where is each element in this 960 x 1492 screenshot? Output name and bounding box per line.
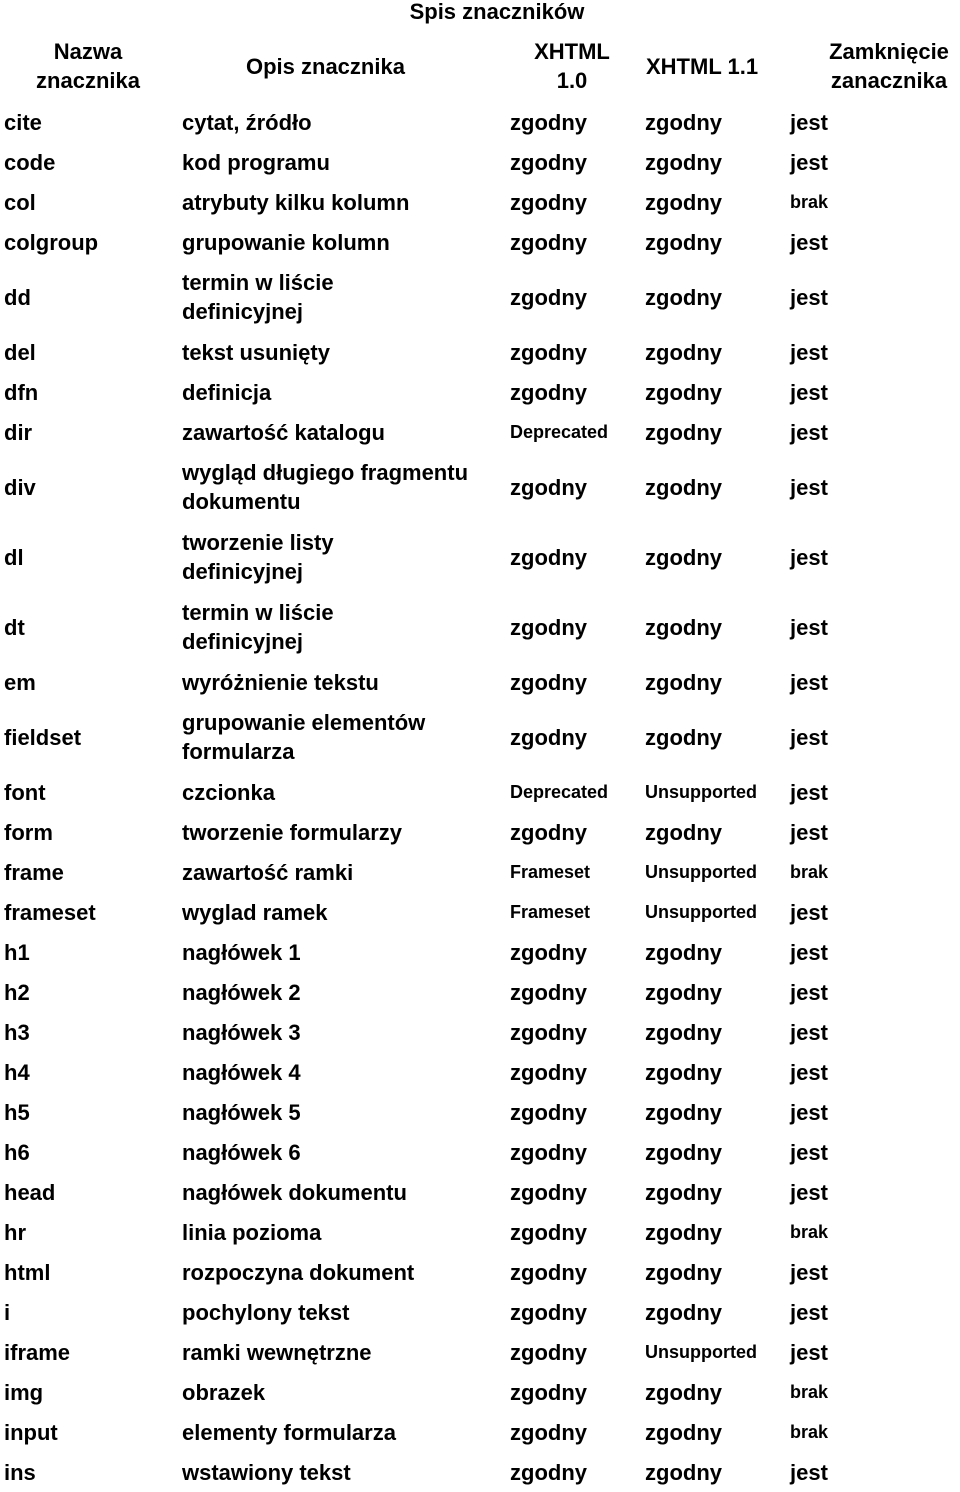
table-row xyxy=(0,1292,960,1332)
table-row xyxy=(0,1252,960,1292)
closing-tag-cell: jest xyxy=(790,544,828,570)
header-xhtml10-label: XHTML 1.0 xyxy=(534,39,610,93)
xhtml11-status-cell: zgodny xyxy=(645,1019,722,1045)
header-xhtml11: XHTML 1.1 xyxy=(646,54,759,79)
xhtml10-status-cell: zgodny xyxy=(510,474,587,500)
xhtml11-status-cell: zgodny xyxy=(645,1419,722,1445)
tag-description-cell: tworzenie listy definicyjnej xyxy=(182,530,334,584)
tag-description-cell: linia pozioma xyxy=(182,1219,322,1245)
xhtml10-status-cell: zgodny xyxy=(510,819,587,845)
closing-tag-cell: jest xyxy=(790,1179,828,1205)
tag-name-cell: col xyxy=(4,189,36,215)
tag-name-cell: input xyxy=(4,1419,58,1445)
xhtml11-status-cell: zgodny xyxy=(645,1179,722,1205)
xhtml10-status-cell: Deprecated xyxy=(510,781,609,802)
xhtml10-status-cell: zgodny xyxy=(510,1459,587,1485)
closing-tag-cell: jest xyxy=(790,1019,828,1045)
table-row xyxy=(0,892,960,932)
tag-name-cell: h5 xyxy=(4,1099,30,1125)
xhtml11-status-cell: zgodny xyxy=(645,229,722,255)
tag-description-cell: wygląd długiego fragmentu dokumentu xyxy=(182,460,469,514)
tag-description-cell: wyglad ramek xyxy=(182,899,328,925)
table-row xyxy=(0,262,960,332)
closing-tag-cell: brak xyxy=(790,861,829,882)
xhtml11-status-cell: zgodny xyxy=(645,979,722,1005)
tag-description-cell: nagłówek dokumentu xyxy=(182,1179,407,1205)
closing-tag-cell: jest xyxy=(790,724,828,750)
tag-name-cell: del xyxy=(4,339,36,365)
tag-name-cell: head xyxy=(4,1179,56,1205)
tag-name-cell: hr xyxy=(4,1219,26,1245)
xhtml10-status-cell: zgodny xyxy=(510,1059,587,1085)
closing-tag-cell: jest xyxy=(790,819,828,845)
header-tag-name xyxy=(0,37,176,95)
xhtml11-status-cell: zgodny xyxy=(645,544,722,570)
tag-description-cell: zawartość ramki xyxy=(182,859,354,885)
tag-name-cell: colgroup xyxy=(4,229,99,255)
table-row xyxy=(0,772,960,812)
table-row xyxy=(0,1132,960,1172)
tag-name-cell: h3 xyxy=(4,1019,30,1045)
xhtml11-status-cell: zgodny xyxy=(645,379,722,405)
xhtml11-status-cell: zgodny xyxy=(645,1379,722,1405)
header-closing xyxy=(806,37,960,95)
xhtml11-status-cell: Unsupported xyxy=(645,901,757,922)
tag-description-cell: nagłówek 5 xyxy=(182,1099,301,1125)
table-row xyxy=(0,412,960,452)
table-row xyxy=(0,1092,960,1132)
closing-tag-cell: jest xyxy=(790,1259,828,1285)
tag-description-cell: rozpoczyna dokument xyxy=(182,1259,415,1285)
tag-description-cell: tworzenie formularzy xyxy=(182,819,403,845)
xhtml11-status-cell: zgodny xyxy=(645,284,722,310)
xhtml10-status-cell: zgodny xyxy=(510,1219,587,1245)
xhtml11-status-cell: Unsupported xyxy=(645,861,757,882)
xhtml10-status-cell: zgodny xyxy=(510,1019,587,1045)
xhtml11-status-cell: zgodny xyxy=(645,109,722,135)
tag-description-cell: zawartość katalogu xyxy=(182,419,385,445)
xhtml11-status-cell: zgodny xyxy=(645,1459,722,1485)
tag-name-cell: img xyxy=(4,1379,44,1405)
table-row xyxy=(0,592,960,662)
closing-tag-cell: jest xyxy=(790,979,828,1005)
table-row xyxy=(0,1212,960,1252)
tag-description-cell: nagłówek 6 xyxy=(182,1139,301,1165)
closing-tag-cell: jest xyxy=(790,109,828,135)
xhtml10-status-cell: zgodny xyxy=(510,614,587,640)
tag-description-cell: nagłówek 4 xyxy=(182,1059,301,1085)
header-tag-name-label: Nazwa znacznika xyxy=(36,39,140,93)
closing-tag-cell: jest xyxy=(790,779,828,805)
closing-tag-cell: jest xyxy=(790,339,828,365)
tag-name-cell: cite xyxy=(4,109,42,135)
xhtml10-status-cell: zgodny xyxy=(510,229,587,255)
tag-description-cell: termin w liście definicyjnej xyxy=(182,600,334,654)
closing-tag-cell: jest xyxy=(790,1459,828,1485)
xhtml11-status-cell: zgodny xyxy=(645,724,722,750)
tag-description-cell: nagłówek 1 xyxy=(182,939,301,965)
table-row xyxy=(0,182,960,222)
closing-tag-cell: jest xyxy=(790,1099,828,1125)
tag-description-cell: kod programu xyxy=(182,149,330,175)
xhtml10-status-cell: zgodny xyxy=(510,669,587,695)
tag-description-cell: wyróżnienie tekstu xyxy=(182,669,379,695)
tag-name-cell: frameset xyxy=(4,899,96,925)
closing-tag-cell: jest xyxy=(790,474,828,500)
closing-tag-cell: jest xyxy=(790,939,828,965)
table-row xyxy=(0,522,960,592)
tag-description-cell: czcionka xyxy=(182,779,275,805)
tag-description-cell: grupowanie elementów formularza xyxy=(182,710,426,764)
xhtml11-status-cell: zgodny xyxy=(645,1299,722,1325)
tag-name-cell: font xyxy=(4,779,46,805)
xhtml10-status-cell: zgodny xyxy=(510,284,587,310)
xhtml10-status-cell: Frameset xyxy=(510,901,591,922)
table-row xyxy=(0,1372,960,1412)
closing-tag-cell: brak xyxy=(790,1421,829,1442)
tag-name-cell: div xyxy=(4,474,36,500)
tag-table xyxy=(0,102,960,1492)
xhtml10-status-cell: zgodny xyxy=(510,1139,587,1165)
xhtml10-status-cell: zgodny xyxy=(510,1259,587,1285)
xhtml11-status-cell: zgodny xyxy=(645,819,722,845)
xhtml10-status-cell: zgodny xyxy=(510,109,587,135)
closing-tag-cell: brak xyxy=(790,1221,829,1242)
closing-tag-cell: jest xyxy=(790,229,828,255)
tag-name-cell: dd xyxy=(4,284,31,310)
table-row xyxy=(0,452,960,522)
xhtml11-status-cell: zgodny xyxy=(645,419,722,445)
tag-description-cell: cytat, źródło xyxy=(182,109,312,135)
closing-tag-cell: jest xyxy=(790,614,828,640)
tag-name-cell: h4 xyxy=(4,1059,30,1085)
xhtml11-status-cell: zgodny xyxy=(645,1059,722,1085)
tag-description-cell: pochylony tekst xyxy=(182,1299,350,1325)
xhtml10-status-cell: zgodny xyxy=(510,379,587,405)
table-row xyxy=(0,852,960,892)
table-row xyxy=(0,812,960,852)
xhtml11-status-cell: Unsupported xyxy=(645,781,757,802)
page-title: Spis znaczników xyxy=(409,0,585,24)
header-xhtml10 xyxy=(512,37,632,95)
xhtml10-status-cell: zgodny xyxy=(510,1339,587,1365)
xhtml11-status-cell: zgodny xyxy=(645,474,722,500)
closing-tag-cell: brak xyxy=(790,1381,829,1402)
tag-description-cell: ramki wewnętrzne xyxy=(182,1339,372,1365)
xhtml10-status-cell: zgodny xyxy=(510,979,587,1005)
table-row xyxy=(0,932,960,972)
table-row xyxy=(0,1452,960,1492)
tag-name-cell: dl xyxy=(4,544,24,570)
tag-description-cell: nagłówek 2 xyxy=(182,979,301,1005)
tag-description-cell: definicja xyxy=(182,379,272,405)
xhtml10-status-cell: zgodny xyxy=(510,1099,587,1125)
closing-tag-cell: jest xyxy=(790,669,828,695)
header-description: Opis znacznika xyxy=(246,54,405,79)
xhtml10-status-cell: zgodny xyxy=(510,339,587,365)
tag-name-cell: fieldset xyxy=(4,724,82,750)
tag-name-cell: dfn xyxy=(4,379,39,405)
table-row xyxy=(0,222,960,262)
closing-tag-cell: brak xyxy=(790,191,829,212)
table-row xyxy=(0,1412,960,1452)
xhtml11-status-cell: zgodny xyxy=(645,149,722,175)
closing-tag-cell: jest xyxy=(790,1299,828,1325)
tag-description-cell: elementy formularza xyxy=(182,1419,396,1445)
xhtml10-status-cell: zgodny xyxy=(510,1419,587,1445)
tag-name-cell: frame xyxy=(4,859,64,885)
xhtml11-status-cell: zgodny xyxy=(645,1099,722,1125)
tag-name-cell: html xyxy=(4,1259,51,1285)
tag-name-cell: h6 xyxy=(4,1139,30,1165)
xhtml11-status-cell: zgodny xyxy=(645,339,722,365)
closing-tag-cell: jest xyxy=(790,379,828,405)
xhtml10-status-cell: zgodny xyxy=(510,939,587,965)
xhtml10-status-cell: zgodny xyxy=(510,1179,587,1205)
xhtml11-status-cell: zgodny xyxy=(645,189,722,215)
closing-tag-cell: jest xyxy=(790,149,828,175)
xhtml10-status-cell: zgodny xyxy=(510,544,587,570)
tag-name-cell: form xyxy=(4,819,53,845)
table-row xyxy=(0,1172,960,1212)
closing-tag-cell: jest xyxy=(790,419,828,445)
tag-name-cell: dir xyxy=(4,419,33,445)
tag-description-cell: atrybuty kilku kolumn xyxy=(182,189,410,215)
xhtml10-status-cell: zgodny xyxy=(510,1379,587,1405)
tag-name-cell: iframe xyxy=(4,1339,71,1365)
table-row xyxy=(0,1052,960,1092)
closing-tag-cell: jest xyxy=(790,1059,828,1085)
xhtml10-status-cell: zgodny xyxy=(510,724,587,750)
table-row xyxy=(0,142,960,182)
xhtml11-status-cell: zgodny xyxy=(645,1219,722,1245)
xhtml11-status-cell: zgodny xyxy=(645,614,722,640)
table-row xyxy=(0,662,960,702)
table-row xyxy=(0,102,960,142)
tag-name-cell: h1 xyxy=(4,939,30,965)
tag-name-cell: i xyxy=(4,1299,11,1325)
tag-name-cell: ins xyxy=(4,1459,36,1485)
header-closing-label: Zamknięcie zanacznika xyxy=(829,39,949,93)
xhtml11-status-cell: zgodny xyxy=(645,669,722,695)
xhtml10-status-cell: zgodny xyxy=(510,1299,587,1325)
tag-name-cell: h2 xyxy=(4,979,30,1005)
closing-tag-cell: jest xyxy=(790,899,828,925)
tag-description-cell: nagłówek 3 xyxy=(182,1019,301,1045)
closing-tag-cell: jest xyxy=(790,1139,828,1165)
table-row xyxy=(0,372,960,412)
closing-tag-cell: jest xyxy=(790,1339,828,1365)
xhtml11-status-cell: zgodny xyxy=(645,1139,722,1165)
tag-description-cell: obrazek xyxy=(182,1379,266,1405)
xhtml10-status-cell: Frameset xyxy=(510,861,591,882)
tag-description-cell: tekst usunięty xyxy=(182,339,330,365)
tag-description-cell: wstawiony tekst xyxy=(182,1459,351,1485)
xhtml10-status-cell: zgodny xyxy=(510,189,587,215)
table-row xyxy=(0,702,960,772)
xhtml11-status-cell: zgodny xyxy=(645,939,722,965)
table-row xyxy=(0,972,960,1012)
table-row xyxy=(0,1012,960,1052)
tag-name-cell: em xyxy=(4,669,36,695)
xhtml11-status-cell: zgodny xyxy=(645,1259,722,1285)
closing-tag-cell: jest xyxy=(790,284,828,310)
tag-name-cell: dt xyxy=(4,614,25,640)
xhtml10-status-cell: Deprecated xyxy=(510,421,609,442)
table-row xyxy=(0,332,960,372)
tag-name-cell: code xyxy=(4,149,56,175)
tag-description-cell: termin w liście definicyjnej xyxy=(182,270,334,324)
tag-description-cell: grupowanie kolumn xyxy=(182,229,390,255)
xhtml10-status-cell: zgodny xyxy=(510,149,587,175)
table-row xyxy=(0,1332,960,1372)
xhtml11-status-cell: Unsupported xyxy=(645,1341,757,1362)
